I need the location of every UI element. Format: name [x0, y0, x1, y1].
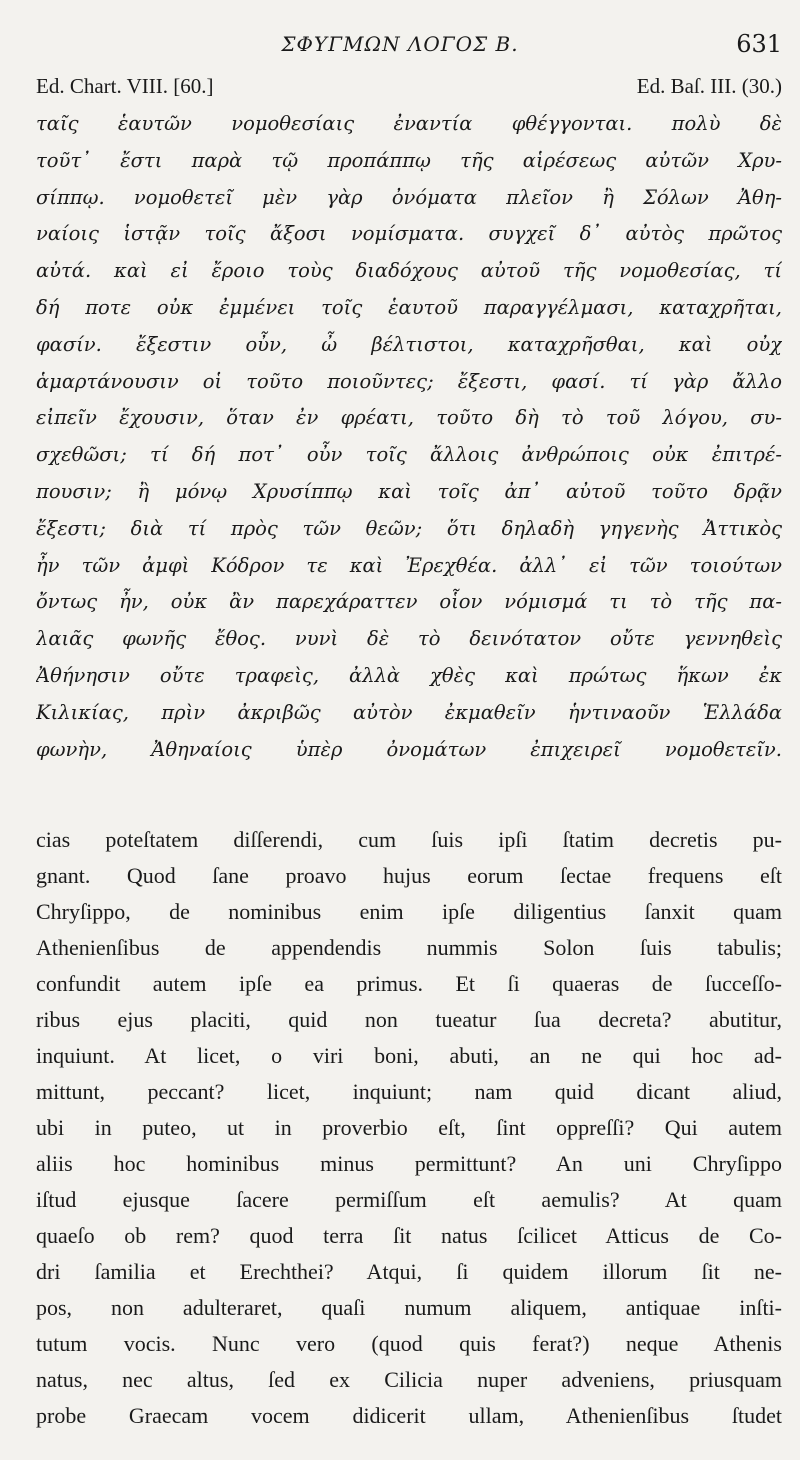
- greek-text-block: [36, 106, 782, 768]
- greek-line: πουσιν; ἢ μόνῳ Χρυσίππῳ καὶ τοῖς ἀπ᾽ αὐτοῦ τοῦτο δρᾷν: [36, 479, 782, 503]
- greek-line: σχεθῶσι; τί δή ποτ᾽ οὖν τοῖς ἄλλοις ἀνθρώποις οὐκ ἐπιτρέ-: [36, 443, 782, 467]
- greek-line: δή ποτε οὐκ ἐμμένει τοῖς ἑαυτοῦ παραγγέλμασι, καταχρῆται,: [36, 295, 782, 319]
- latin-line: ubi in puteo, ut in proverbio eſt, ſint oppreſſi? Qui autem: [36, 1115, 782, 1140]
- greek-line: Ἀθήνησιν οὔτε τραφεὶς, ἀλλὰ χθὲς καὶ πρώτως ἥκων ἐκ: [36, 663, 782, 687]
- greek-line: ταῖς ἑαυτῶν νομοθεσίαις ἐναντία φθέγγονται. πολὺ δὲ: [36, 112, 782, 135]
- greek-line: αὐτά. καὶ εἰ ἔροιο τοὺς διαδόχους αὐτοῦ τῆς νομοθεσίας, τί: [36, 259, 782, 283]
- latin-line: probe Graecam vocem didicerit ullam, Athenienſibus ſtudet: [36, 1403, 782, 1428]
- greek-line: Κιλικίας, πρὶν ἀκριβῶς αὐτὸν ἐκμαθεῖν ἡντιναοῦν Ἑλλάδα: [36, 700, 782, 724]
- latin-line: dri ſamilia et Erechthei? Atqui, ſi quidem illorum ſit ne-: [36, 1259, 782, 1284]
- edition-basel-ref: Ed. Baſ. III. (30.): [636, 74, 782, 98]
- latin-text-block: [36, 822, 782, 1434]
- running-title: ΣΦΥΓΜΩΝ ΛΟΓΟΣ Β.: [281, 32, 519, 56]
- latin-line: pos, non adulteraret, quaſi numum aliquem, antiquae inſti-: [36, 1295, 782, 1320]
- latin-line: natus, nec altus, ſed ex Cilicia nuper adveniens, priusquam: [36, 1367, 782, 1392]
- latin-line: mittunt, peccant? licet, inquiunt; nam quid dicant aliud,: [36, 1079, 782, 1104]
- greek-line: φωνὴν, Ἀθηναίοις ὑπὲρ ὀνομάτων ἐπιχειρεῖ νομοθετεῖν.: [36, 737, 782, 761]
- greek-line: σίππῳ. νομοθετεῖ μὲν γὰρ ὀνόματα πλεῖον ἢ Σόλων Ἀθη-: [36, 185, 782, 209]
- greek-line: ναίοις ἱστᾷν τοῖς ἄξοσι νομίσματα. συγχεῖ δ᾽ αὐτὸς πρῶτος: [36, 222, 782, 246]
- greek-line: φασίν. ἔξεστιν οὖν, ὦ βέλτιστοι, καταχρῆσθαι, καὶ οὐχ: [36, 332, 782, 356]
- greek-line: λαιᾶς φωνῆς ἔθος. νυνὶ δὲ τὸ δεινότατον οὔτε γεννηθεὶς: [36, 627, 782, 651]
- page-number: 631: [736, 30, 782, 58]
- running-head: [0, 30, 800, 60]
- greek-line: ὄντως ἦν, οὐκ ἂν παρεχάραττεν οἷον νόμισμά τι τὸ τῆς πα-: [36, 590, 782, 614]
- edition-references: [36, 74, 782, 104]
- latin-line: tutum vocis. Nunc vero (quod quis ferat?) neque Athenis: [36, 1331, 782, 1356]
- latin-line: quaeſo ob rem? quod terra ſit natus ſcilicet Atticus de Co-: [36, 1223, 782, 1248]
- latin-line: aliis hoc hominibus minus permittunt? An uni Chryſippo: [36, 1151, 782, 1176]
- latin-line: gnant. Quod ſane proavo hujus eorum ſectae frequens eſt: [36, 863, 782, 888]
- latin-line: iſtud ejusque ſacere permiſſum eſt aemulis? At quam: [36, 1187, 782, 1212]
- latin-line: Chryſippo, de nominibus enim ipſe diligentius ſanxit quam: [36, 899, 782, 924]
- greek-line: ἔξεστι; διὰ τί πρὸς τῶν θεῶν; ὅτι δηλαδὴ γηγενὴς Ἀττικὸς: [36, 516, 782, 540]
- greek-line: τοῦτ᾽ ἔστι παρὰ τῷ προπάππῳ τῆς αἱρέσεως αὐτῶν Χρυ-: [36, 148, 782, 172]
- greek-line: ἁμαρτάνουσιν οἱ τοῦτο ποιοῦντες; ἔξεστι, φασί. τί γὰρ ἄλλο: [36, 369, 782, 393]
- latin-line: ribus ejus placiti, quid non tueatur ſua decreta? abutitur,: [36, 1007, 782, 1032]
- greek-line: εἰπεῖν ἔχουσιν, ὅταν ἐν φρέατι, τοῦτο δὴ τὸ τοῦ λόγου, συ-: [36, 406, 782, 430]
- latin-line: inquiunt. At licet, o viri boni, abuti, an ne qui hoc ad-: [36, 1043, 782, 1068]
- latin-line: confundit autem ipſe ea primus. Et ſi quaeras de ſucceſſo-: [36, 971, 782, 996]
- latin-line: cias poteſtatem diſſerendi, cum ſuis ipſi ſtatim decretis pu-: [36, 827, 782, 852]
- latin-line: Athenienſibus de appendendis nummis Solon ſuis tabulis;: [36, 935, 782, 960]
- greek-line: ἦν τῶν ἀμφὶ Κόδρον τε καὶ Ἐρεχθέα. ἀλλ᾽ εἰ τῶν τοιούτων: [36, 553, 782, 577]
- edition-chartier-ref: Ed. Chart. VIII. [60.]: [36, 74, 214, 98]
